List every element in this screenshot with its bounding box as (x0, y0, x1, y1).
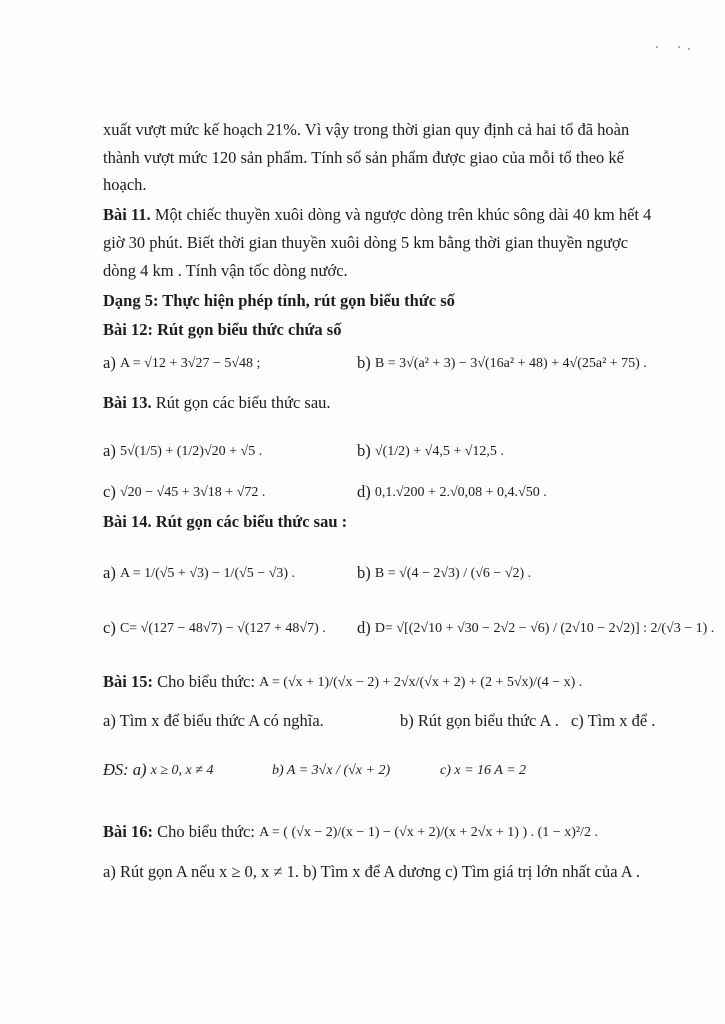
exercise-12-b: b) B = 3√(a² + 3) − 3√(16a² + 48) + 4√(25a² + 75) . (357, 353, 647, 372)
math-expr: D= √[(2√10 + √30 − 2√2 − √6) / (2√10 − 2√2)] : 2/(√3 − 1) . (374, 621, 715, 637)
exercise-14-b: b) B = √(4 − 2√3) / (√6 − √2) . (357, 563, 532, 582)
exercise-16-heading: Bài 16: Cho biểu thức: A = ( (√x − 2)/(x − 1) − (√x + 2)/(x + 2√x + 1) ) . (1 − x)²/2 . (103, 822, 598, 841)
math-expr: √20 − √45 + 3√18 + √72 . (119, 485, 266, 501)
exercise-15-answer-b: b) A = 3√x / (√x + 2) (272, 763, 391, 779)
math-expr: A = (√x + 1)/(√x − 2) + 2√x/(√x + 2) + (2 + 5√x)/(4 − x) . (259, 675, 583, 691)
para-line: dòng 4 km . Tính vận tốc dòng nước. (103, 261, 348, 280)
math-expr: C= √(127 − 48√7) − √(127 + 48√7) . (119, 621, 326, 637)
exercise-13-heading: Bài 13. Rút gọn các biểu thức sau. (103, 393, 331, 412)
exercise-text: Một chiếc thuyền xuôi dòng và ngược dòng trên khúc sông dài 40 km hết 4 (154, 205, 652, 224)
para-line: hoạch. (103, 175, 147, 194)
scan-speck (688, 48, 690, 50)
math-expr: A = √12 + 3√27 − 5√48 ; (119, 356, 261, 372)
para-line: xuất vượt mức kế hoạch 21%. Vì vậy trong thời gian quy định cả hai tổ đã hoàn (103, 120, 630, 139)
exercise-11 (103, 205, 651, 225)
exercise-12-heading: Bài 12: Rút gọn biểu thức chứa số (103, 320, 342, 339)
exercise-14-a: a) A = 1/(√5 + √3) − 1/(√5 − √3) . (103, 563, 296, 582)
math-expr: √(1/2) + √4,5 + √12,5 . (374, 444, 504, 460)
exercise-label: Bài 11. (103, 205, 151, 224)
exercise-16-parts: a) Rút gọn A nếu x ≥ 0, x ≠ 1. b) Tìm x để A dương c) Tìm giá trị lớn nhất của A . (103, 862, 641, 881)
exercise-12-a: a) A = √12 + 3√27 − 5√48 ; (103, 353, 261, 372)
math-expr: B = √(4 − 2√3) / (√6 − √2) . (374, 566, 532, 582)
exercise-15-heading: Bài 15: Cho biểu thức: A = (√x + 1)/(√x − 2) + 2√x/(√x + 2) + (2 + 5√x)/(4 − x) . (103, 672, 583, 691)
exercise-15-answer-c: c) x = 16 A = 2 (440, 763, 527, 779)
exercise-14-d: d) D= √[(2√10 + √30 − 2√2 − √6) / (2√10 − 2√2)] : 2/(√3 − 1) . (357, 618, 715, 637)
exercise-13-a: a) 5√(1/5) + (1/2)√20 + √5 . (103, 441, 263, 460)
exercise-15-parts: a) Tìm x để biểu thức A có nghĩa. (103, 711, 324, 730)
scan-speck (656, 46, 658, 48)
exercise-13-b: b) √(1/2) + √4,5 + √12,5 . (357, 441, 504, 460)
exercise-13-d: d) 0,1.√200 + 2.√0,08 + 0,4.√50 . (357, 482, 547, 501)
exercise-14-c: c) C= √(127 − 48√7) − √(127 + 48√7) . (103, 618, 326, 637)
exercise-13-c: c) √20 − √45 + 3√18 + √72 . (103, 482, 266, 501)
math-expr: A = ( (√x − 2)/(x − 1) − (√x + 2)/(x + 2√x + 1) ) . (1 − x)²/2 . (259, 825, 598, 841)
section-heading: Dạng 5: Thực hiện phép tính, rút gọn biểu thức số (103, 291, 455, 310)
para-line: giờ 30 phút. Biết thời gian thuyền xuôi dòng 5 km bằng thời gian thuyền ngược (103, 233, 629, 252)
math-expr: B = 3√(a² + 3) − 3√(16a² + 48) + 4√(25a² + 75) . (374, 356, 647, 372)
exercise-15-parts-bc: b) Rút gọn biểu thức A . c) Tìm x để . (400, 711, 656, 730)
exercise-15-answer: ĐS: a) x ≥ 0, x ≠ 4 (103, 760, 214, 779)
exercise-14-heading: Bài 14. Rút gọn các biểu thức sau : (103, 512, 348, 531)
math-expr: A = 1/(√5 + √3) − 1/(√5 − √3) . (119, 566, 296, 582)
scan-speck (678, 46, 680, 48)
math-expr: 0,1.√200 + 2.√0,08 + 0,4.√50 . (374, 485, 547, 501)
math-expr: 5√(1/5) + (1/2)√20 + √5 . (119, 444, 263, 460)
para-line: thành vượt mức 120 sản phẩm. Tính số sản phẩm được giao của mỗi tổ theo kế (103, 148, 625, 167)
